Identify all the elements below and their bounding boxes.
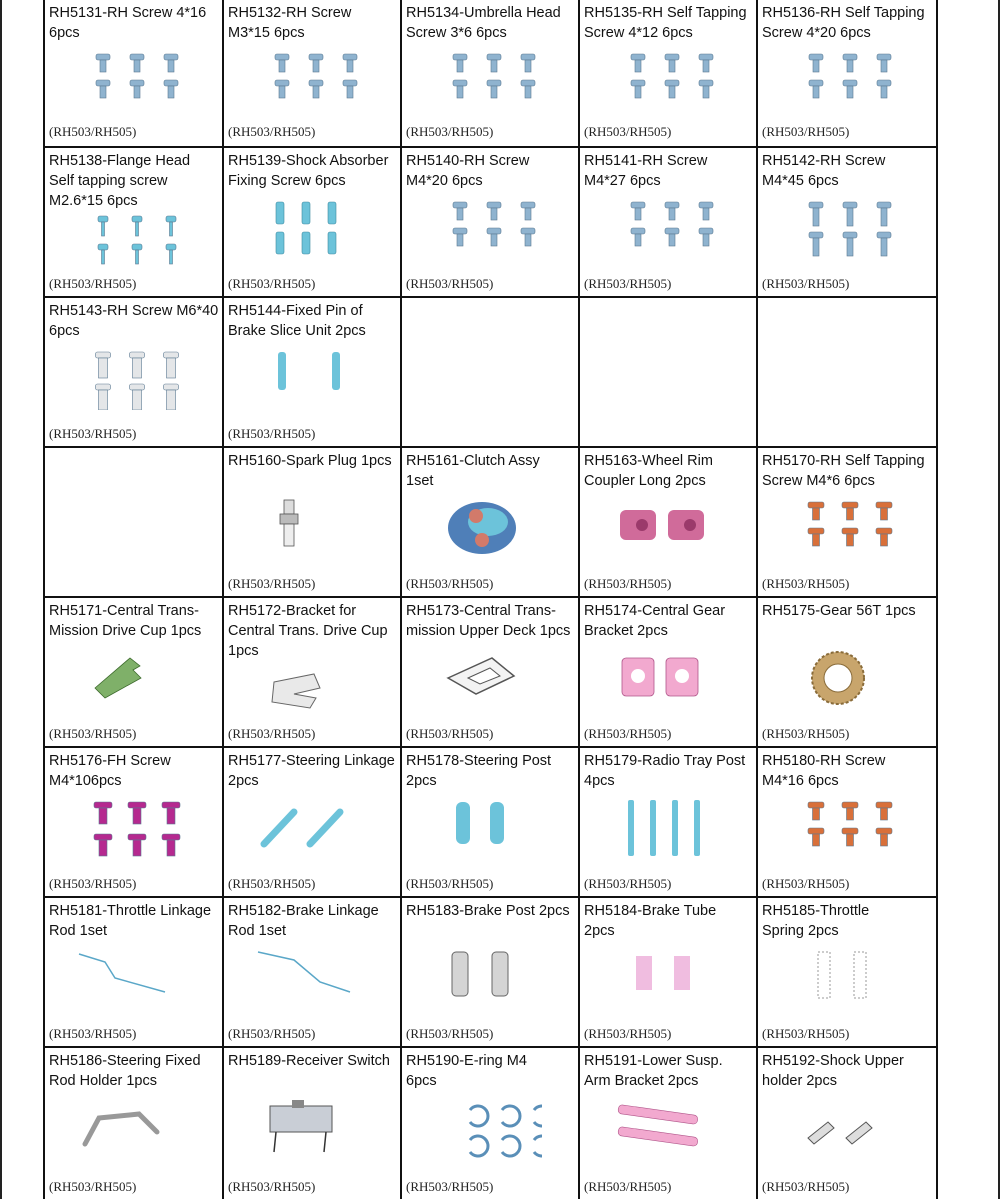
small-screws-icon [75, 212, 185, 274]
part-title: RH5192-Shock Upper holder 2pcs [762, 1053, 904, 1089]
model-tag: (RH503/RH505) [49, 276, 137, 291]
part-title: RH5143-RH Screw M6*40 6pcs [49, 303, 219, 339]
model-tag: (RH503/RH505) [49, 1026, 137, 1041]
model-tag: (RH503/RH505) [584, 876, 672, 891]
model-tag: (RH503/RH505) [228, 576, 316, 591]
part-title: RH5140-RH Screw M4*20 6pcs [406, 153, 530, 189]
part-title: RH5191-Lower Susp. Arm Bracket 2pcs [584, 1053, 723, 1089]
part-cell-rh5183 [402, 898, 578, 1046]
model-tag: (RH503/RH505) [762, 124, 850, 139]
part-title: RH5179-Radio Tray Post 4pcs [584, 753, 746, 789]
part-title: RH5131-RH Screw 4*16 6pcs [49, 5, 207, 41]
model-tag: (RH503/RH505) [406, 1179, 494, 1194]
steering-post-icon [432, 798, 542, 860]
part-cell-rh5175 [758, 598, 936, 746]
model-tag: (RH503/RH505) [762, 1026, 850, 1041]
model-tag: (RH503/RH505) [762, 1179, 850, 1194]
part-title: RH5170-RH Self Tapping Screw M4*6 6pcs [762, 453, 925, 489]
model-tag: (RH503/RH505) [228, 876, 316, 891]
orange-screws-icon [788, 498, 898, 560]
part-title: RH5136-RH Self Tapping Screw 4*20 6pcs [762, 5, 925, 41]
blue-screws-icon [788, 50, 898, 112]
part-title: RH5161-Clutch Assy 1set [406, 453, 540, 489]
e-ring-icon [432, 1098, 542, 1160]
switch-icon [254, 1098, 364, 1160]
part-title: RH5139-Shock Absorber Fixing Screw 6pcs [228, 153, 389, 189]
model-tag: (RH503/RH505) [406, 124, 494, 139]
part-cell-rh5171 [45, 598, 222, 746]
part-cell-rh5184 [580, 898, 756, 1046]
part-cell-rh5141 [580, 148, 756, 296]
gear-bracket-icon [610, 648, 720, 710]
model-tag: (RH503/RH505) [228, 124, 316, 139]
part-title: RH5144-Fixed Pin of Brake Slice Unit 2pcs [228, 303, 366, 339]
part-cell-rh5191 [580, 1048, 756, 1199]
part-title: RH5160-Spark Plug 1pcs [228, 453, 392, 469]
part-cell-rh5192 [758, 1048, 936, 1199]
brake-tube-icon [610, 948, 720, 1010]
bracket-icon [254, 662, 364, 724]
blue-screws-icon [432, 50, 542, 112]
part-cell-rh5174 [580, 598, 756, 746]
spring-icon [788, 948, 898, 1010]
model-tag: (RH503/RH505) [584, 124, 672, 139]
part-title: RH5183-Brake Post 2pcs [406, 903, 570, 919]
model-tag: (RH503/RH505) [762, 876, 850, 891]
part-cell-rh5177 [224, 748, 400, 896]
part-title: RH5178-Steering Post 2pcs [406, 753, 552, 789]
brake-post-icon [432, 948, 542, 1010]
long-screws-icon [788, 198, 898, 260]
part-title: RH5138-Flange Head Self tapping screw M2.6*15 6pcs [49, 153, 191, 209]
part-cell-rh5134 [402, 0, 578, 144]
model-tag: (RH503/RH505) [762, 576, 850, 591]
model-tag: (RH503/RH505) [228, 1179, 316, 1194]
part-cell-rh5178 [402, 748, 578, 896]
model-tag: (RH503/RH505) [406, 576, 494, 591]
part-title: RH5172-Bracket for Central Trans. Drive Cup 1pcs [228, 603, 388, 659]
part-cell-rh5186 [45, 1048, 222, 1199]
shock-holder-icon [788, 1098, 898, 1160]
part-cell-rh5170 [758, 448, 936, 596]
tray-post-icon [610, 798, 720, 860]
column-divider [936, 0, 938, 1199]
part-cell-rh5181 [45, 898, 222, 1046]
magenta-screws-icon [75, 798, 185, 860]
blue-screws-icon [610, 50, 720, 112]
part-title: RH5184-Brake Tube 2pcs [584, 903, 717, 939]
part-title: RH5163-Wheel Rim Coupler Long 2pcs [584, 453, 713, 489]
part-cell-rh5144 [224, 298, 400, 446]
part-title: RH5132-RH Screw M3*15 6pcs [228, 5, 352, 41]
model-tag: (RH503/RH505) [584, 576, 672, 591]
model-tag: (RH503/RH505) [228, 726, 316, 741]
part-title: RH5182-Brake Linkage Rod 1set [228, 903, 379, 939]
drive-cup-icon [75, 648, 185, 710]
part-cell-rh5179 [580, 748, 756, 896]
part-cell-rh5182 [224, 898, 400, 1046]
orange-screws-icon [788, 798, 898, 860]
model-tag: (RH503/RH505) [762, 276, 850, 291]
part-title: RH5171-Central Trans- Mission Drive Cup 1pcs [49, 603, 202, 639]
rod-holder-icon [75, 1098, 185, 1160]
model-tag: (RH503/RH505) [584, 1026, 672, 1041]
part-title: RH5189-Receiver Switch [228, 1053, 390, 1069]
part-title: RH5134-Umbrella Head Screw 3*6 6pcs [406, 5, 561, 41]
linkage-icon [254, 798, 364, 860]
aqua-pins-icon [254, 348, 364, 410]
part-cell-rh5143 [45, 298, 222, 446]
part-cell-rh5185 [758, 898, 936, 1046]
part-cell-rh5138 [45, 148, 222, 296]
model-tag: (RH503/RH505) [49, 876, 137, 891]
blue-screws-icon [75, 50, 185, 112]
part-cell-rh5160 [224, 448, 400, 596]
part-title: RH5177-Steering Linkage 2pcs [228, 753, 395, 789]
model-tag: (RH503/RH505) [406, 876, 494, 891]
part-cell-rh5140 [402, 148, 578, 296]
model-tag: (RH503/RH505) [49, 426, 137, 441]
model-tag: (RH503/RH505) [49, 1179, 137, 1194]
part-title: RH5173-Central Trans- mission Upper Deck 1pcs [406, 603, 571, 639]
part-cell-rh5176 [45, 748, 222, 896]
part-title: RH5175-Gear 56T 1pcs [762, 603, 916, 619]
part-title: RH5176-FH Screw M4*106pcs [49, 753, 171, 789]
part-cell-rh5136 [758, 0, 936, 144]
part-title: RH5141-RH Screw M4*27 6pcs [584, 153, 708, 189]
throttle-rod-icon [75, 948, 185, 1010]
part-cell-rh5142 [758, 148, 936, 296]
empty-cell [402, 298, 578, 446]
model-tag: (RH503/RH505) [406, 726, 494, 741]
model-tag: (RH503/RH505) [49, 124, 137, 139]
pins-icon [254, 198, 364, 260]
part-cell-rh5135 [580, 0, 756, 144]
part-cell-rh5139 [224, 148, 400, 296]
part-title: RH5174-Central Gear Bracket 2pcs [584, 603, 726, 639]
part-cell-rh5131 [45, 0, 222, 144]
model-tag: (RH503/RH505) [762, 726, 850, 741]
empty-cell [758, 298, 936, 446]
part-title: RH5135-RH Self Tapping Screw 4*12 6pcs [584, 5, 747, 41]
part-cell-rh5190 [402, 1048, 578, 1199]
model-tag: (RH503/RH505) [584, 1179, 672, 1194]
part-title: RH5190-E-ring M4 6pcs [406, 1053, 527, 1089]
blue-screws-icon [610, 198, 720, 260]
part-title: RH5186-Steering Fixed Rod Holder 1pcs [49, 1053, 201, 1089]
model-tag: (RH503/RH505) [584, 726, 672, 741]
model-tag: (RH503/RH505) [406, 276, 494, 291]
susp-bracket-icon [610, 1098, 720, 1160]
model-tag: (RH503/RH505) [228, 1026, 316, 1041]
model-tag: (RH503/RH505) [228, 426, 316, 441]
model-tag: (RH503/RH505) [584, 276, 672, 291]
part-cell-rh5163 [580, 448, 756, 596]
part-cell-rh5132 [224, 0, 400, 144]
part-cell-rh5172 [224, 598, 400, 746]
rim-coupler-icon [610, 498, 720, 560]
empty-cell [45, 448, 222, 596]
model-tag: (RH503/RH505) [49, 726, 137, 741]
part-title: RH5180-RH Screw M4*16 6pcs [762, 753, 886, 789]
part-title: RH5185-Throttle Spring 2pcs [762, 903, 870, 939]
brake-rod-icon [254, 948, 364, 1010]
part-title: RH5181-Throttle Linkage Rod 1set [49, 903, 212, 939]
part-cell-rh5161 [402, 448, 578, 596]
spark-plug-icon [254, 498, 364, 560]
model-tag: (RH503/RH505) [406, 1026, 494, 1041]
part-title: RH5142-RH Screw M4*45 6pcs [762, 153, 886, 189]
gear-icon [788, 648, 898, 710]
empty-cell [580, 298, 756, 446]
blue-screws-icon [432, 198, 542, 260]
upper-deck-icon [432, 648, 542, 710]
blue-screws-icon [254, 50, 364, 112]
left-frame-line [0, 0, 2, 1199]
model-tag: (RH503/RH505) [228, 276, 316, 291]
part-cell-rh5189 [224, 1048, 400, 1199]
part-cell-rh5180 [758, 748, 936, 896]
clutch-icon [432, 498, 542, 560]
white-screws-icon [75, 348, 185, 410]
part-cell-rh5173 [402, 598, 578, 746]
